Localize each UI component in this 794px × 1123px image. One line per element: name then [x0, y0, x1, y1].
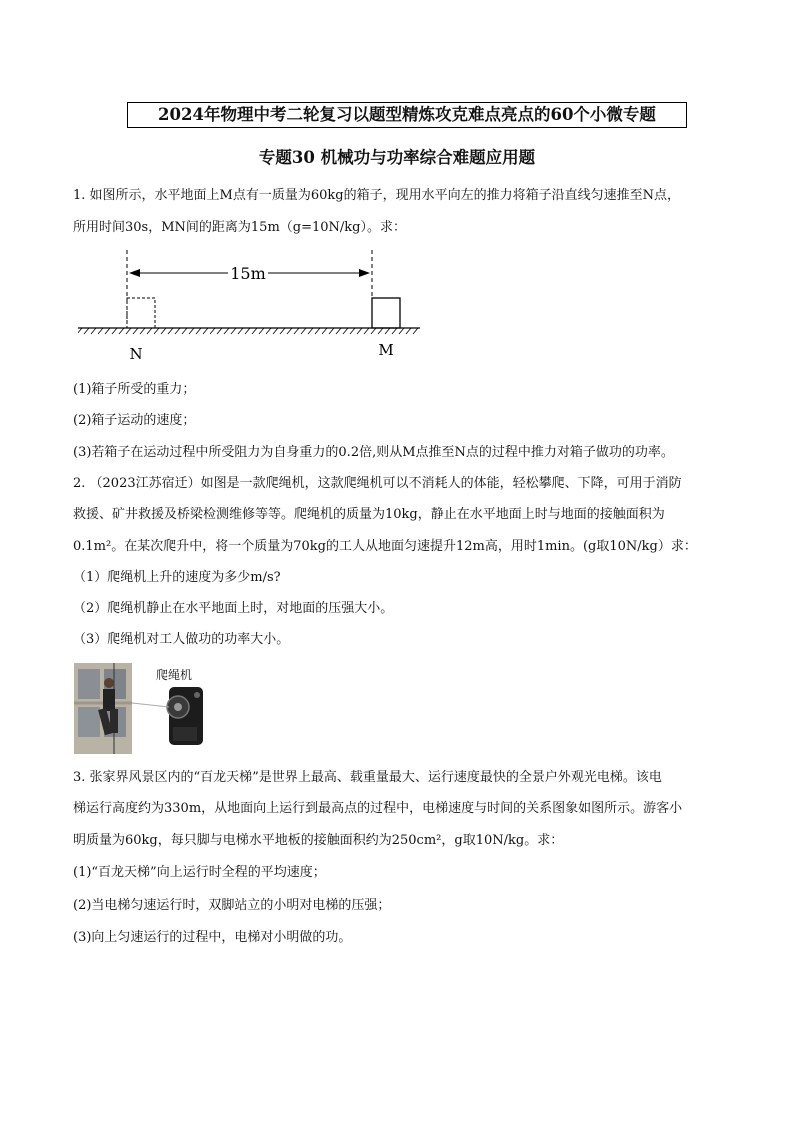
hatch-stroke [413, 328, 418, 334]
q1-sub-1: (1)箱子所受的重力； [73, 382, 196, 397]
section-title: 专题30 机械功与功率综合难题应用题 [258, 148, 536, 167]
q1-box-diagram [78, 246, 423, 364]
hatch-stroke [147, 328, 152, 334]
hatch-stroke [133, 328, 138, 334]
hatch-stroke [224, 328, 229, 334]
hatch-stroke [350, 328, 355, 334]
photo-label: 爬绳机 [156, 668, 193, 682]
hatch-stroke [315, 328, 320, 334]
hatch-stroke [217, 328, 222, 334]
q3-sub-3: (3)向上匀速运行的过程中，电梯对小明做的功。 [73, 930, 352, 945]
hatch-stroke [371, 328, 376, 334]
hatch-stroke [98, 328, 103, 334]
hatch-stroke [112, 328, 117, 334]
label-m: M [378, 341, 394, 359]
hatch-stroke [280, 328, 285, 334]
hatch-stroke [84, 328, 89, 334]
hatch-stroke [210, 328, 215, 334]
label-n: N [129, 345, 143, 363]
hatch-stroke [119, 328, 124, 334]
q2-text-line-2: 救援、矿井救援及桥梁检测维修等等。爬绳机的质量为10kg，静止在水平地面上时与地面的接触面积为 [73, 507, 665, 522]
q3-text-line-1: 3. 张家界风景区内的“百龙天梯”是世界上最高、载重量最大、运行速度最快的全景户外观光电梯。该电 [73, 770, 662, 785]
hatch-stroke [175, 328, 180, 334]
q2-sub-3: （3）爬绳机对工人做功的功率大小。 [73, 632, 290, 647]
hatch-stroke [105, 328, 110, 334]
hatch-stroke [238, 328, 243, 334]
hatch-stroke [154, 328, 159, 334]
hatch-stroke [126, 328, 131, 334]
q2-text-line-3: 0.1m²。在某次爬升中，将一个质量为70kg的工人从地面匀速提升12m高，用时1min。(g取10N/kg）求： [73, 539, 697, 554]
hatch-stroke [357, 328, 362, 334]
hatch-stroke [322, 328, 327, 334]
hatch-stroke [231, 328, 236, 334]
hatch-stroke [406, 328, 411, 334]
hatch-stroke [245, 328, 250, 334]
hatch-stroke [189, 328, 194, 334]
q2-sub-1: （1）爬绳机上升的速度为多少m/s? [73, 570, 281, 585]
q1-text-line-2: 所用时间30s，MN间的距离为15m（g=10N/kg）。求： [73, 220, 406, 235]
hatch-stroke [161, 328, 166, 334]
hatch-stroke [364, 328, 369, 334]
hatch-stroke [78, 328, 82, 334]
hatch-stroke [378, 328, 383, 334]
q3-sub-2: (2)当电梯匀速运行时，双脚站立的小明对电梯的压强； [73, 898, 391, 913]
q1-sub-3: (3)若箱子在运动过程中所受阻力为自身重力的0.2倍,则从M点推至N点的过程中推力对箱子做功的功率。 [73, 445, 674, 460]
ground-hatching [78, 328, 418, 334]
arrow-right-head [359, 269, 370, 277]
box-at-n-dashed [127, 298, 155, 328]
hatch-stroke [336, 328, 341, 334]
hatch-stroke [343, 328, 348, 334]
hatch-stroke [308, 328, 313, 334]
hatch-stroke [259, 328, 264, 334]
hatch-stroke [252, 328, 257, 334]
q3-text-line-3: 明质量为60kg，每只脚与电梯水平地板的接触面积约为250cm²，g取10N/kg。求： [73, 833, 564, 848]
q1-text-line-1: 1. 如图所示，水平地面上M点有一质量为60kg的箱子，现用水平向左的推力将箱子沿直线匀速推至N点， [73, 188, 680, 203]
q2-text-line-1: 2. （2023江苏宿迁）如图是一款爬绳机，这款爬绳机可以不消耗人的体能，轻松攀爬、下降，可用于消防 [73, 476, 682, 491]
hatch-stroke [273, 328, 278, 334]
hatch-stroke [329, 328, 334, 334]
hatch-stroke [301, 328, 306, 334]
hatch-stroke [287, 328, 292, 334]
hatch-stroke [168, 328, 173, 334]
hatch-stroke [399, 328, 404, 334]
q3-text-line-2: 梯运行高度约为330m，从地面向上运行到最高点的过程中，电梯速度与时间的关系图象如图所示。游客小 [73, 801, 683, 816]
hatch-stroke [392, 328, 397, 334]
hatch-stroke [203, 328, 208, 334]
hatch-stroke [385, 328, 390, 334]
box-at-m [372, 298, 400, 328]
hatch-stroke [91, 328, 96, 334]
page-header-title: 2024年物理中考二轮复习以题型精炼攻克难点亮点的60个小微专题 [127, 102, 687, 128]
hatch-stroke [196, 328, 201, 334]
arrow-left-head [129, 269, 140, 277]
rope-climber-photo [74, 663, 204, 754]
hatch-stroke [140, 328, 145, 334]
hatch-stroke [294, 328, 299, 334]
q3-sub-1: (1)“百龙天梯”向上运行时全程的平均速度； [73, 865, 326, 880]
hatch-stroke [182, 328, 187, 334]
q1-sub-2: (2)箱子运动的速度； [73, 413, 196, 428]
hatch-stroke [266, 328, 271, 334]
q2-sub-2: （2）爬绳机静止在水平地面上时，对地面的压强大小。 [73, 601, 394, 616]
distance-label: 15m [230, 264, 266, 283]
